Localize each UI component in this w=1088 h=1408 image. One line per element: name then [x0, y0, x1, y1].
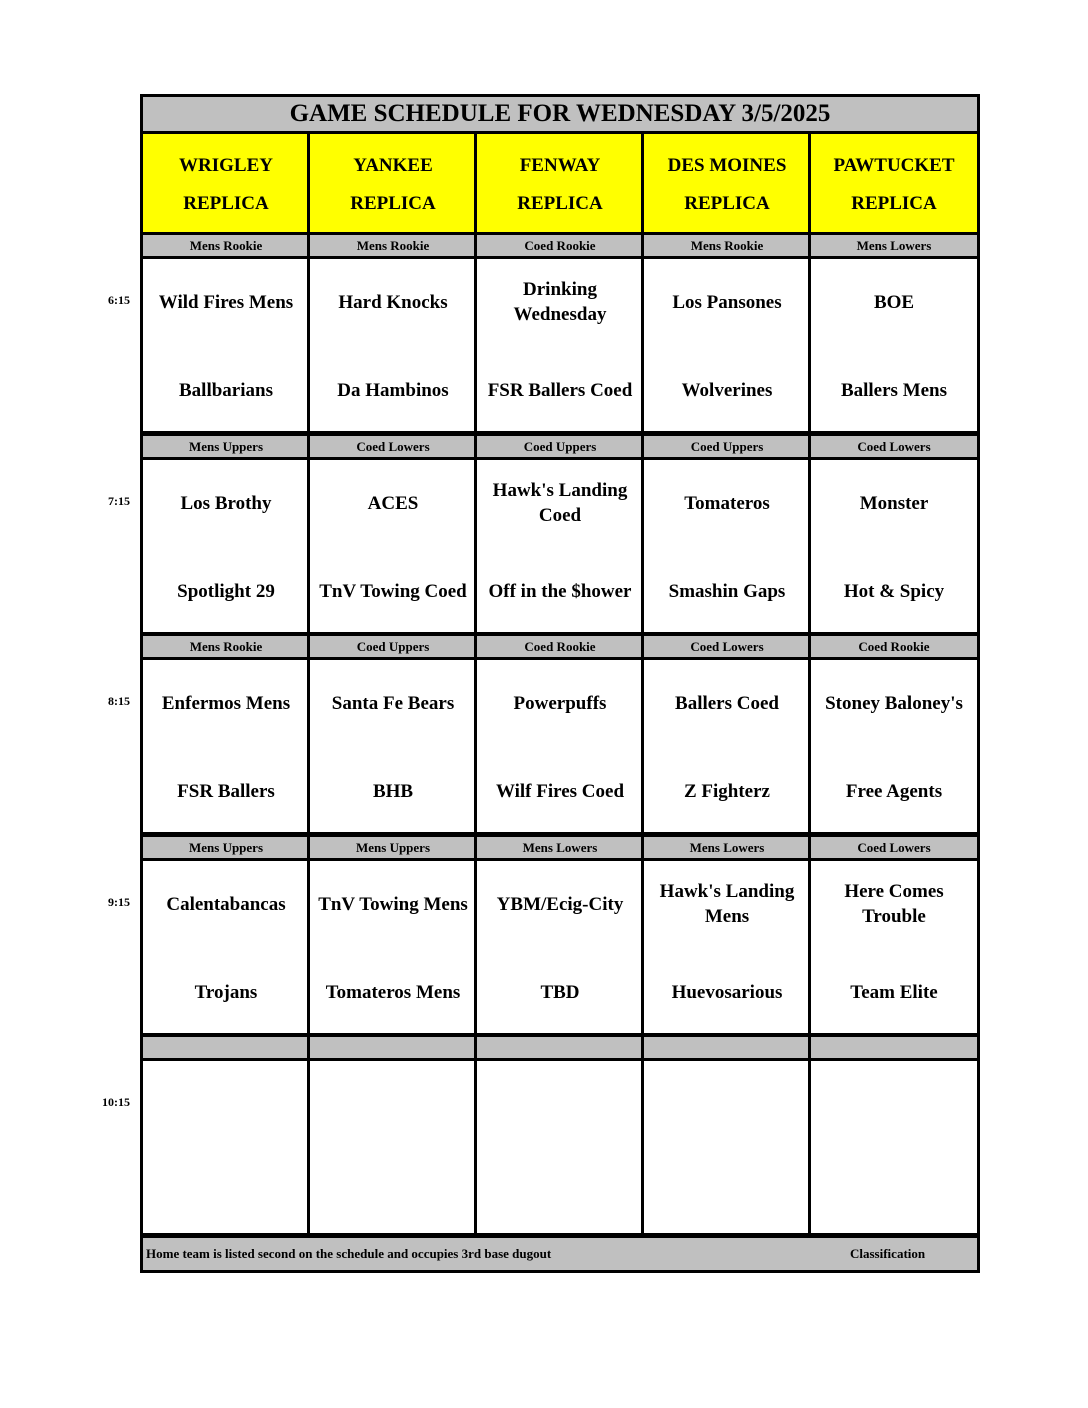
game-cell: [808, 256, 980, 434]
game-cell: [474, 457, 646, 635]
away-team: Tomateros: [684, 492, 770, 514]
field-header: [641, 131, 813, 235]
away-team: Here Comes Trouble: [844, 881, 944, 927]
home-team: Da Hambinos: [337, 379, 449, 401]
field-name: WRIGLEY: [179, 155, 273, 176]
footer-bar: [140, 1235, 980, 1273]
home-team: Spotlight 29: [177, 580, 275, 602]
game-cell: [307, 457, 479, 635]
game-cell: [140, 657, 312, 835]
classification-row: [140, 1034, 980, 1061]
away-team: Ballers Coed: [675, 692, 779, 714]
game-cell: [140, 1058, 312, 1236]
classification-cell: Mens Uppers: [307, 834, 479, 861]
away-team: [143, 1069, 309, 1139]
home-team: [143, 1157, 309, 1227]
field-name: PAWTUCKET: [833, 155, 955, 176]
home-team: TnV Towing Coed: [319, 580, 467, 602]
away-team: YBM/Ecig-City: [496, 893, 624, 915]
classification-cell: Coed Rookie: [474, 633, 646, 660]
page-title: GAME SCHEDULE FOR WEDNESDAY 3/5/2025: [140, 94, 980, 134]
home-team: [310, 1157, 476, 1227]
home-team: FSR Ballers Coed: [487, 379, 633, 401]
classification-cell: Coed Lowers: [808, 834, 980, 861]
game-cell: [808, 457, 980, 635]
classification-cell: [808, 1034, 980, 1061]
field-name: DES MOINES: [667, 155, 787, 176]
game-cell: [641, 457, 813, 635]
game-cell: [307, 858, 479, 1036]
game-cell: [140, 457, 312, 635]
title-row: [140, 94, 980, 134]
field-header: [140, 131, 312, 235]
away-team: Wild Fires Mens: [158, 291, 294, 313]
classification-cell: Mens Uppers: [140, 834, 312, 861]
away-team: Drinking Wednesday: [513, 279, 607, 325]
field-sub: REPLICA: [183, 193, 269, 214]
classification-cell: Mens Rookie: [140, 633, 312, 660]
home-team: Hot & Spicy: [843, 580, 945, 602]
footer-note: Home team is listed second on the schedule and occupies 3rd base dugout: [146, 1246, 552, 1261]
field-sub: REPLICA: [350, 193, 436, 214]
classification-cell: [140, 1034, 312, 1061]
classification-cell: Coed Lowers: [307, 433, 479, 460]
field-header-row: [140, 131, 980, 235]
home-team: Trojans: [194, 981, 258, 1003]
field-header: [307, 131, 479, 235]
away-team: BOE: [873, 291, 915, 313]
game-cell: [641, 1058, 813, 1236]
game-row: [140, 457, 980, 635]
home-team: Ballbarians: [179, 379, 273, 401]
game-cell: [474, 657, 646, 835]
home-team: Ballers Mens: [840, 379, 948, 401]
away-team: Santa Fe Bears: [331, 692, 455, 714]
home-team: Huevosarious: [671, 981, 783, 1003]
classification-row: [140, 834, 980, 861]
classification-cell: Coed Lowers: [808, 433, 980, 460]
away-team: Hawk's Landing Mens: [659, 881, 795, 927]
game-cell: [808, 1058, 980, 1236]
classification-label: Classification: [850, 1246, 926, 1261]
classification-cell: Mens Rookie: [307, 232, 479, 259]
classification-cell: Mens Rookie: [140, 232, 312, 259]
home-team: [811, 1157, 977, 1227]
classification-cell: Coed Uppers: [474, 433, 646, 460]
time-label: 6:15: [108, 293, 130, 307]
away-team: TnV Towing Mens: [318, 893, 468, 915]
game-cell: [641, 858, 813, 1036]
away-team: [811, 1069, 977, 1139]
time-label: 9:15: [108, 895, 130, 909]
classification-row: [140, 232, 980, 259]
home-team: Wolverines: [681, 379, 773, 401]
home-team: Team Elite: [850, 981, 938, 1003]
field-name: YANKEE: [353, 155, 433, 176]
field-name: FENWAY: [519, 155, 601, 176]
home-team: [644, 1157, 810, 1227]
game-cell: [808, 858, 980, 1036]
game-cell: [474, 256, 646, 434]
field-sub: REPLICA: [851, 193, 937, 214]
game-cell: [808, 657, 980, 835]
classification-cell: Mens Lowers: [808, 232, 980, 259]
home-team: FSR Ballers: [177, 780, 275, 802]
game-row: [140, 657, 980, 835]
home-team: Free Agents: [845, 780, 943, 802]
home-team: Wilf Fires Coed: [495, 780, 625, 802]
game-cell: [307, 1058, 479, 1236]
field-sub: REPLICA: [684, 193, 770, 214]
game-cell: [307, 657, 479, 835]
away-team: Powerpuffs: [513, 692, 607, 714]
home-team: BHB: [372, 780, 414, 802]
game-cell: [641, 657, 813, 835]
home-team: Off in the $hower: [488, 580, 632, 602]
classification-cell: Mens Lowers: [641, 834, 813, 861]
away-team: [644, 1069, 810, 1139]
away-team: ACES: [367, 492, 419, 514]
away-team: [310, 1069, 476, 1139]
field-header: [808, 131, 980, 235]
game-row: [140, 256, 980, 434]
home-team: Tomateros Mens: [325, 981, 461, 1003]
field-header: [474, 131, 646, 235]
field-sub: REPLICA: [517, 193, 603, 214]
classification-cell: Coed Rookie: [474, 232, 646, 259]
classification-cell: Coed Uppers: [641, 433, 813, 460]
game-row: [140, 1058, 980, 1236]
away-team: Calentabancas: [166, 893, 286, 915]
classification-cell: Mens Uppers: [140, 433, 312, 460]
home-team: [477, 1157, 643, 1227]
game-cell: [140, 858, 312, 1036]
away-team: Los Brothy: [180, 492, 272, 514]
away-team: Hard Knocks: [338, 291, 448, 313]
time-label: 8:15: [108, 694, 130, 708]
time-label: 10:15: [102, 1095, 130, 1109]
game-row: [140, 858, 980, 1036]
game-cell: [307, 256, 479, 434]
classification-cell: [307, 1034, 479, 1061]
classification-row: [140, 633, 980, 660]
home-team: Smashin Gaps: [668, 580, 786, 602]
game-cell: [474, 858, 646, 1036]
classification-cell: [474, 1034, 646, 1061]
home-team: TBD: [540, 981, 580, 1003]
classification-cell: Coed Uppers: [307, 633, 479, 660]
away-team: Los Pansones: [672, 291, 782, 313]
classification-cell: [641, 1034, 813, 1061]
away-team: Enfermos Mens: [161, 692, 291, 714]
away-team: Monster: [859, 492, 929, 514]
time-label: 7:15: [108, 494, 130, 508]
classification-row: [140, 433, 980, 460]
classification-cell: Mens Rookie: [641, 232, 813, 259]
away-team: [477, 1069, 643, 1139]
classification-cell: Mens Lowers: [474, 834, 646, 861]
game-cell: [140, 256, 312, 434]
home-team: Z Fighterz: [683, 780, 770, 802]
away-team: Hawk's Landing Coed: [492, 480, 628, 526]
classification-cell: Coed Lowers: [641, 633, 813, 660]
game-cell: [641, 256, 813, 434]
classification-cell: Coed Rookie: [808, 633, 980, 660]
game-cell: [474, 1058, 646, 1236]
away-team: Stoney Baloney's: [825, 692, 963, 714]
